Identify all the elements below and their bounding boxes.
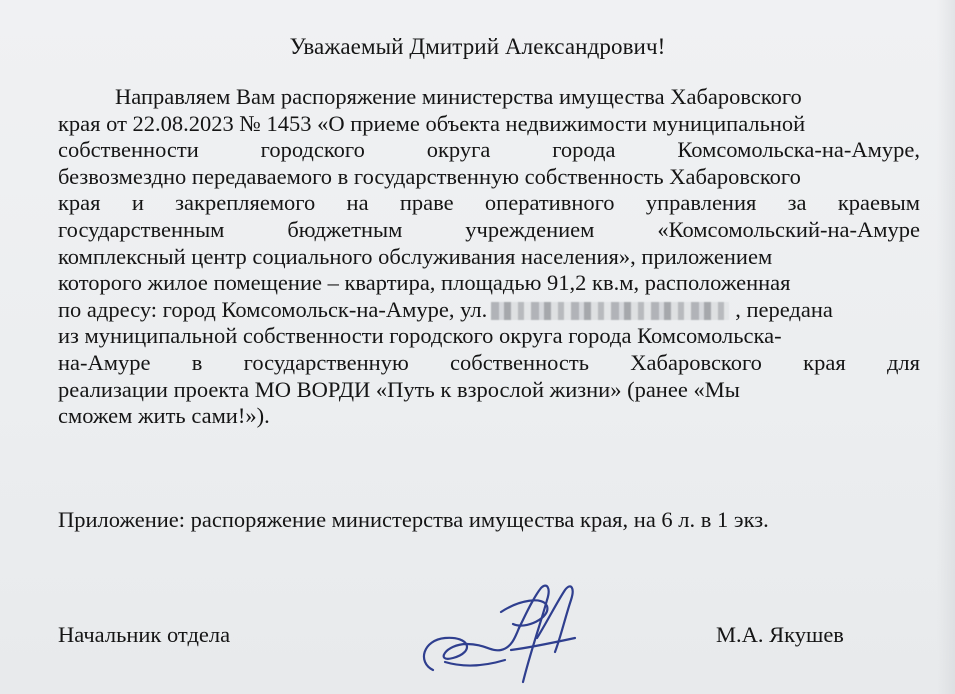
body-line-12: реализации проекта МО ВОРДИ «Путь к взрослой жизни» (ранее «Мы [58,376,740,402]
body-line-13: сможем жить сами!»). [58,403,270,429]
handwritten-signature [415,578,590,690]
signer-position: Начальник отдела [58,622,231,647]
body-line-11: на-Амуре в государственную собственность Хабаровского края для [58,349,920,375]
paper-edge-shadow [937,0,955,694]
letter-greeting: Уважаемый Дмитрий Александрович! [289,34,666,59]
body-line-9: по адресу: город Комсомольск-на-Амуре, ул. , передана [58,296,833,322]
body-line-6: государственным бюджетным учреждением «Комсомольский-на-Амуре [58,216,920,242]
body-line-4: безвозмездно передаваемого в государственную собственность Хабаровского [58,163,801,189]
signer-name: М.А. Якушев [716,622,844,647]
body-line-7: комплексный центр социального обслуживания населения», приложением [58,243,773,269]
body-line-3: собственности городского округа города Комсомольска-на-Амуре, [58,137,920,163]
attachment-note: Приложение: распоряжение министерства имущества края, на 6 л. в 1 экз. [58,507,769,532]
body-line-1: Направляем Вам распоряжение министерства имущества Хабаровского [115,84,802,109]
body-line-8: которого жилое помещение – квартира, площадью 91,2 кв.м, расположенная [58,270,791,296]
body-line-5: края и закрепляемого на праве оперативного управления за краевым [58,190,920,216]
letter-body [58,84,920,430]
body-line-2: края от 22.08.2023 № 1453 «О приеме объекта недвижимости муниципальной [58,110,806,136]
body-line-10: из муниципальной собственности городского округа города Комсомольска- [58,323,782,349]
redacted-address-block [491,302,729,320]
